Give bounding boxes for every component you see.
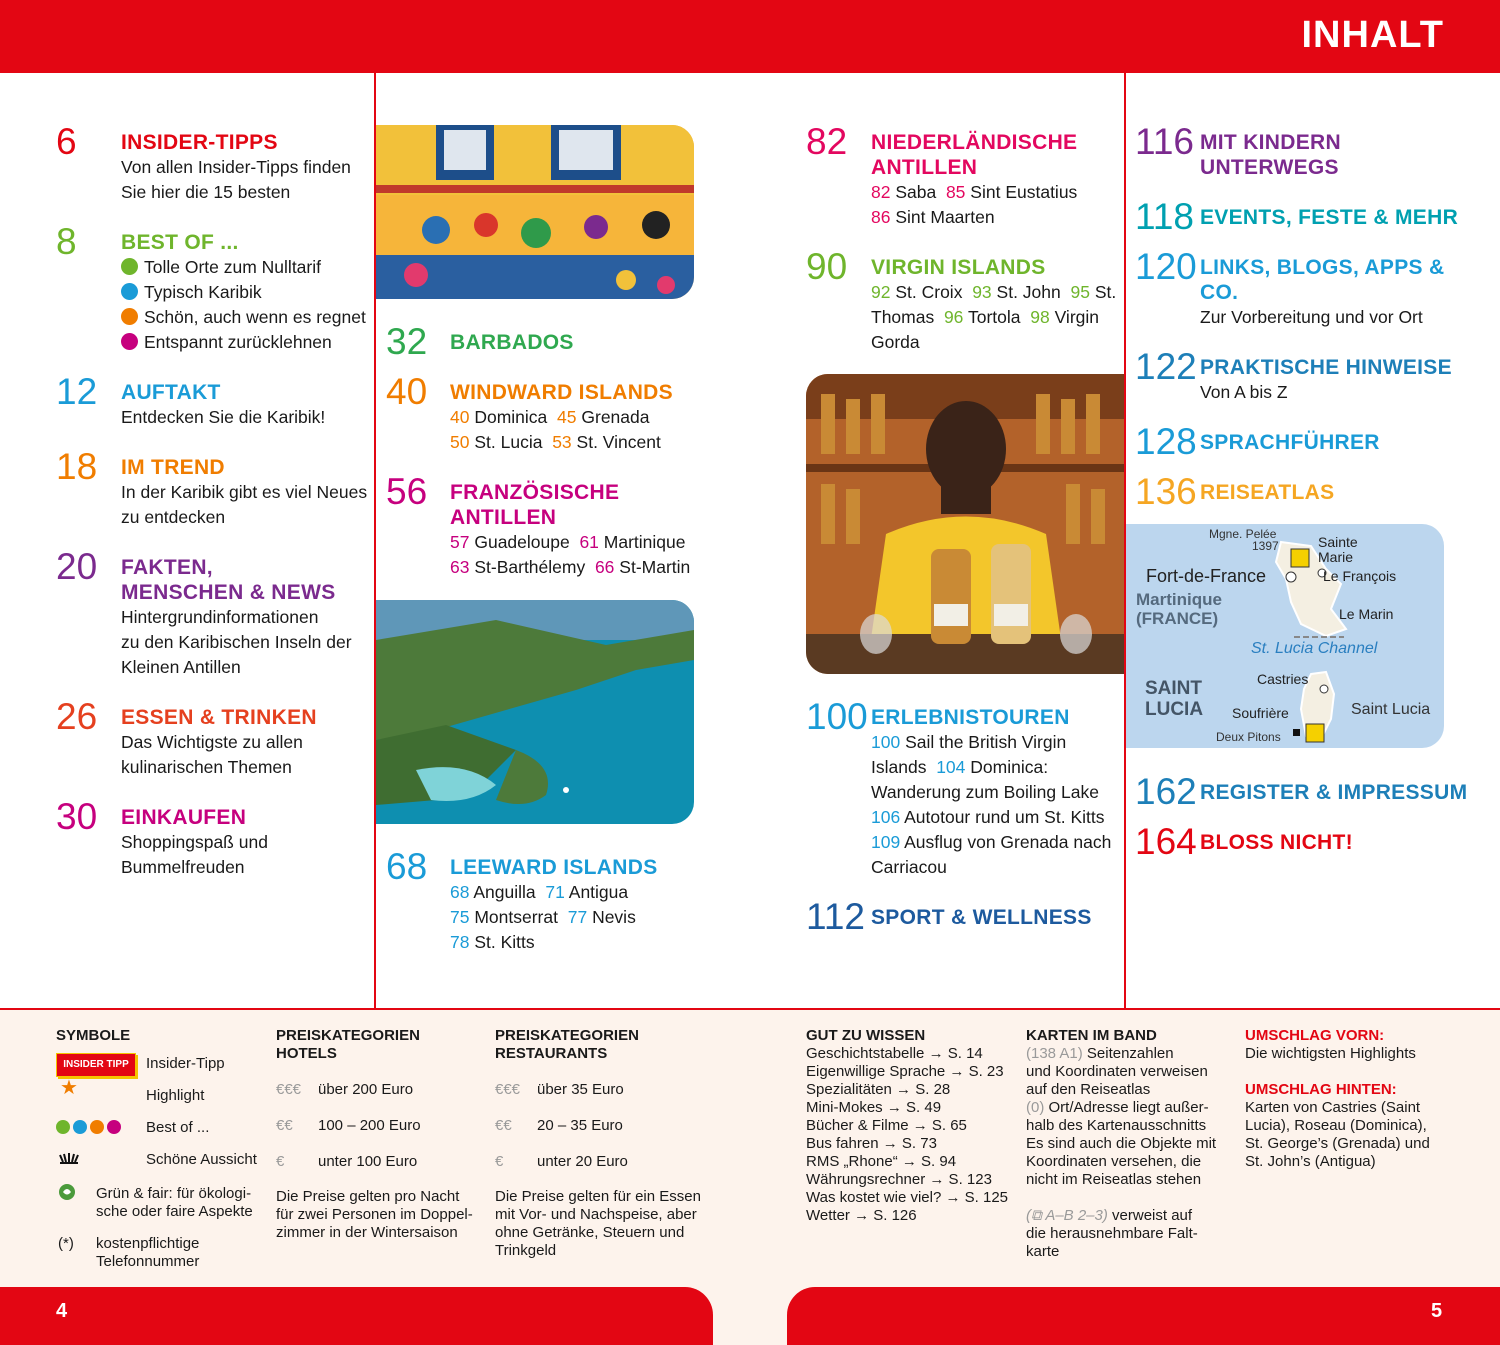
- toc-subentry-line: 86 Sint Maarten: [871, 207, 995, 227]
- toc-heading: INSIDER-TIPPS: [121, 131, 278, 154]
- toc-subentry-line: 57 Guadeloupe 61 Martinique: [450, 532, 686, 552]
- toc-page-number: 18: [56, 446, 98, 487]
- karten-line: Koordinaten versehen, die: [1026, 1153, 1202, 1170]
- toc-page-number: 8: [56, 221, 77, 262]
- toc-heading: BEST OF ...: [121, 231, 239, 254]
- price-categories-hotels: [276, 1027, 481, 1257]
- price-categories-restaurants: [495, 1027, 710, 1267]
- legend-title: GUT ZU WISSEN: [806, 1027, 926, 1044]
- map-label: Sainte: [1318, 534, 1358, 550]
- map-label: (FRANCE): [1136, 609, 1219, 628]
- umschlag-line: St. John’s (Antigua): [1245, 1153, 1376, 1170]
- toc-heading: REISEATLAS: [1200, 481, 1335, 504]
- umschlag-line: Lucia), Roseau (Dominica),: [1245, 1117, 1427, 1134]
- wissen-item[interactable]: RMS „Rhone“ → S. 94: [806, 1153, 957, 1170]
- wissen-item[interactable]: Geschichtstabelle → S. 14: [806, 1045, 983, 1062]
- best-of-item: Typisch Karibik: [121, 280, 262, 305]
- karten-line: Es sind auch die Objekte mit: [1026, 1135, 1217, 1152]
- legend-symbols: SYMBOLE INSIDER TIPP Insider-Tipp ★ Highlight Best of ... Schöne Aussicht Grün & fair: für ökologi- sche oder faire Aspekte (*) kostenpflichtige Telefonnummer: [56, 1027, 266, 1277]
- toc-heading: BARBADOS: [450, 331, 574, 354]
- toc-heading: PRAKTISCHE HINWEISE: [1200, 356, 1452, 379]
- toc-subentry-line: 106 Autotour rund um St. Kitts: [871, 807, 1105, 827]
- painted-house-photo: [376, 125, 694, 299]
- price-row: €€€ über 35 Euro: [495, 1081, 624, 1098]
- toc-subentry-line: 100 Sail the British Virgin: [871, 732, 1067, 752]
- wissen-item[interactable]: Wetter → S. 126: [806, 1207, 917, 1224]
- umschlag-line: St. George’s (Grenada) und: [1245, 1135, 1430, 1152]
- right-page-number: 5: [1431, 1300, 1443, 1322]
- magenta-dot-icon: [121, 333, 138, 350]
- map-label: Martinique: [1136, 590, 1222, 609]
- toc-subentry-line: 92 St. Croix 93 St. John 95 St.: [871, 282, 1117, 302]
- best-of-item: Tolle Orte zum Nulltarif: [121, 255, 321, 280]
- toc-page-number: 56: [386, 471, 428, 512]
- scenic-view-icon: [58, 1149, 80, 1167]
- map-label: Marie: [1318, 549, 1354, 565]
- toc-heading: EVENTS, FESTE & MEHR: [1200, 206, 1459, 229]
- umschlag-line: Karten von Castries (Saint: [1245, 1099, 1421, 1116]
- map-label: 1397: [1252, 539, 1279, 553]
- karten-line: (0) Ort/Adresse liegt außer-: [1026, 1099, 1209, 1116]
- toc-page-number: 6: [56, 121, 77, 162]
- toc-page-number: 164: [1135, 821, 1197, 862]
- map-label: Saint Lucia: [1351, 701, 1431, 718]
- toc-desc-line: Shoppingspaß und: [121, 832, 268, 852]
- left-page-footer-bar: [0, 1287, 713, 1345]
- toc-desc-line: Hintergrundinformationen: [121, 607, 319, 627]
- wissen-item[interactable]: Was kostet wie viel? → S. 125: [806, 1189, 1009, 1206]
- karten-line: (⧉ A–B 2–3) verweist auf: [1026, 1207, 1193, 1224]
- price-row: € unter 100 Euro: [276, 1153, 418, 1170]
- map-label: Soufrière: [1232, 705, 1289, 721]
- toc-heading: ANTILLEN: [871, 156, 978, 179]
- map-label: St. Lucia Channel: [1251, 640, 1378, 657]
- legend-row: INSIDER TIPP Insider-Tipp: [56, 1053, 266, 1077]
- toc-desc-line: In der Karibik gibt es viel Neues: [121, 482, 368, 502]
- price-note: zimmer in der Wintersaison: [276, 1224, 458, 1241]
- toc-heading: ESSEN & TRINKEN: [121, 706, 317, 729]
- karten-line: halb des Kartenausschnitts: [1026, 1117, 1207, 1134]
- karten-line: die herausnehmbare Falt-: [1026, 1225, 1198, 1242]
- toc-heading: MIT KINDERN: [1200, 131, 1341, 154]
- toc-heading: SPRACHFÜHRER: [1200, 431, 1380, 454]
- toc-heading: NIEDERLÄNDISCHE: [871, 131, 1078, 154]
- toc-subentry-line: Carriacou: [871, 857, 947, 877]
- karten-line: (138 A1) Seitenzahlen: [1026, 1045, 1174, 1062]
- toc-page-number: 40: [386, 371, 428, 412]
- legend-title: HOTELS: [276, 1045, 337, 1062]
- price-note: Die Preise gelten pro Nacht: [276, 1188, 460, 1205]
- toc-page-number: 122: [1135, 346, 1197, 387]
- karten-line: nicht im Reiseatlas stehen: [1026, 1171, 1202, 1188]
- map-label: Mgne. Pelée: [1209, 527, 1277, 541]
- toc-page-number: 20: [56, 546, 98, 587]
- toc-page-number: 128: [1135, 421, 1197, 462]
- toc-heading: FAKTEN,: [121, 556, 213, 579]
- toc-heading: EINKAUFEN: [121, 806, 247, 829]
- toc-subentry-line: 109 Ausflug von Grenada nach: [871, 832, 1112, 852]
- toc-page-number: 26: [56, 696, 98, 737]
- price-row: € unter 20 Euro: [495, 1153, 628, 1170]
- toc-desc-line: Bummelfreuden: [121, 857, 245, 877]
- best-of-item: Schön, auch wenn es regnet: [121, 305, 366, 330]
- left-page-number: 4: [56, 1300, 68, 1322]
- best-of-item: Entspannt zurücklehnen: [121, 330, 332, 355]
- toc-heading: LINKS, BLOGS, APPS &: [1200, 256, 1445, 279]
- toc-desc-line: Von A bis Z: [1200, 382, 1288, 402]
- toc-desc-line: kulinarischen Themen: [121, 757, 292, 777]
- toc-page-number: 118: [1135, 196, 1194, 237]
- right-page-footer-bar: [787, 1287, 1500, 1345]
- map-label: Castries: [1257, 671, 1309, 687]
- toc-heading: AUFTAKT: [121, 381, 221, 404]
- toc-page-number: 12: [56, 371, 98, 412]
- page-title: INHALT: [1301, 14, 1444, 56]
- map-label: SAINT: [1145, 678, 1202, 699]
- karten-line: und Koordinaten verweisen: [1026, 1063, 1208, 1080]
- price-note: Trinkgeld: [495, 1242, 557, 1259]
- map-label: LUCIA: [1145, 699, 1204, 720]
- toc-desc-line: Entdecken Sie die Karibik!: [121, 407, 326, 427]
- price-row: €€ 20 – 35 Euro: [495, 1117, 623, 1134]
- toc-subentry-line: Thomas 96 Tortola 98 Virgin: [871, 307, 1100, 327]
- wissen-item[interactable]: Bücher & Filme → S. 65: [806, 1117, 967, 1134]
- orange-dot-icon: [121, 308, 138, 325]
- toc-page-number: 112: [806, 896, 865, 937]
- toc-desc-line: Zur Vorbereitung und vor Ort: [1200, 307, 1423, 327]
- map-label: Le François: [1323, 568, 1397, 584]
- green-fair-icon: [58, 1183, 76, 1201]
- umschlag-info: [1245, 1027, 1460, 1171]
- blue-dot-icon: [121, 283, 138, 300]
- toc-heading: WINDWARD ISLANDS: [450, 381, 673, 404]
- toc-heading: IM TREND: [121, 456, 225, 479]
- green-dot-icon: [121, 258, 138, 275]
- toc-page-number: 68: [386, 846, 428, 887]
- legend-title: PREISKATEGORIEN: [495, 1027, 639, 1044]
- toc-desc-line: Von allen Insider-Tipps finden: [121, 157, 351, 177]
- toc-page-number: 82: [806, 121, 848, 162]
- wissen-item[interactable]: Bus fahren → S. 73: [806, 1135, 937, 1152]
- toc-subentry-line: Islands 104 Dominica:: [871, 757, 1049, 777]
- toc-page-number: 136: [1135, 471, 1197, 512]
- toc-heading: UNTERWEGS: [1200, 156, 1339, 179]
- legend-title: UMSCHLAG HINTEN:: [1245, 1081, 1397, 1098]
- star-icon: ★: [60, 1077, 78, 1099]
- reiseatlas-map: [1126, 524, 1444, 748]
- map-label: Fort-de-France: [1146, 566, 1267, 586]
- toc-page-number: 116: [1135, 121, 1194, 162]
- legend-title: KARTEN IM BAND: [1026, 1027, 1157, 1044]
- toc-heading: LEEWARD ISLANDS: [450, 856, 658, 879]
- header-bar: [0, 0, 1500, 73]
- legend-title: PREISKATEGORIEN: [276, 1027, 420, 1044]
- best-of-dots-icon: [56, 1119, 127, 1137]
- toc-desc-line: Das Wichtigste zu allen: [121, 732, 303, 752]
- insider-tip-badge-icon: INSIDER TIPP: [56, 1053, 136, 1077]
- toc-subentry-line: 75 Montserrat 77 Nevis: [450, 907, 636, 927]
- toc-heading: ERLEBNISTOUREN: [871, 706, 1070, 729]
- gut-zu-wissen: [806, 1027, 1016, 1225]
- map-label: Deux Pitons: [1216, 730, 1281, 744]
- toc-heading: FRANZÖSISCHE: [450, 481, 620, 504]
- toc-subentry-line: 50 St. Lucia 53 St. Vincent: [450, 432, 661, 452]
- wissen-item[interactable]: Eigenwillige Sprache → S. 23: [806, 1063, 1004, 1080]
- price-note: mit Vor- und Nachspeise, aber: [495, 1206, 697, 1223]
- toc-page-number: 100: [806, 696, 868, 737]
- toc-page-number: 32: [386, 321, 428, 362]
- toc-heading: CO.: [1200, 281, 1239, 304]
- island-aerial-photo: [376, 600, 694, 824]
- toc-subentry-line: Wanderung zum Boiling Lake: [871, 782, 1099, 802]
- umschlag-line: Die wichtigsten Highlights: [1245, 1045, 1416, 1062]
- toc-desc-line: zu den Karibischen Inseln der: [121, 632, 352, 652]
- toc-desc-line: Kleinen Antillen: [121, 657, 241, 677]
- karten-line: karte: [1026, 1243, 1060, 1260]
- toc-subentry-line: 68 Anguilla 71 Antigua: [450, 882, 629, 902]
- toc-subentry-line: Gorda: [871, 332, 920, 352]
- toc-heading: VIRGIN ISLANDS: [871, 256, 1046, 279]
- karten-line: auf den Reiseatlas: [1026, 1081, 1151, 1098]
- toc-page-number: 90: [806, 246, 848, 287]
- price-note: für zwei Personen im Doppel-: [276, 1206, 473, 1223]
- karten-im-band: [1026, 1027, 1231, 1261]
- toc-subentry-line: 40 Dominica 45 Grenada: [450, 407, 650, 427]
- wissen-item[interactable]: Währungsrechner → S. 123: [806, 1171, 992, 1188]
- price-note: Die Preise gelten für ein Essen: [495, 1188, 701, 1205]
- toc-heading: SPORT & WELLNESS: [871, 906, 1092, 929]
- wissen-item[interactable]: Mini-Mokes → S. 49: [806, 1099, 942, 1116]
- legend-title: SYMBOLE: [56, 1027, 131, 1044]
- toc-page-number: 162: [1135, 771, 1197, 812]
- toc-subentry-line: 63 St-Barthélemy 66 St-Martin: [450, 557, 691, 577]
- legend-title: RESTAURANTS: [495, 1045, 608, 1062]
- price-row: €€€ über 200 Euro: [276, 1081, 414, 1098]
- toc-desc-line: Sie hier die 15 besten: [121, 182, 291, 202]
- toc-heading: REGISTER & IMPRESSUM: [1200, 781, 1468, 804]
- wissen-item[interactable]: Spezialitäten → S. 28: [806, 1081, 951, 1098]
- price-row: €€ 100 – 200 Euro: [276, 1117, 421, 1134]
- map-label: Le Marin: [1339, 606, 1394, 622]
- toc-heading: BLOSS NICHT!: [1200, 831, 1353, 854]
- toc-subentry-line: 78 St. Kitts: [450, 932, 535, 952]
- toc-subentry-line: 82 Saba 85 Sint Eustatius: [871, 182, 1078, 202]
- toc-page-number: 120: [1135, 246, 1197, 287]
- bartender-photo: [806, 374, 1124, 674]
- toc-heading: MENSCHEN & NEWS: [121, 581, 336, 604]
- price-note: ohne Getränke, Steuern und: [495, 1224, 685, 1241]
- toc-desc-line: zu entdecken: [121, 507, 226, 527]
- toc-heading: ANTILLEN: [450, 506, 557, 529]
- toc-page-number: 30: [56, 796, 98, 837]
- legend-title: UMSCHLAG VORN:: [1245, 1027, 1385, 1044]
